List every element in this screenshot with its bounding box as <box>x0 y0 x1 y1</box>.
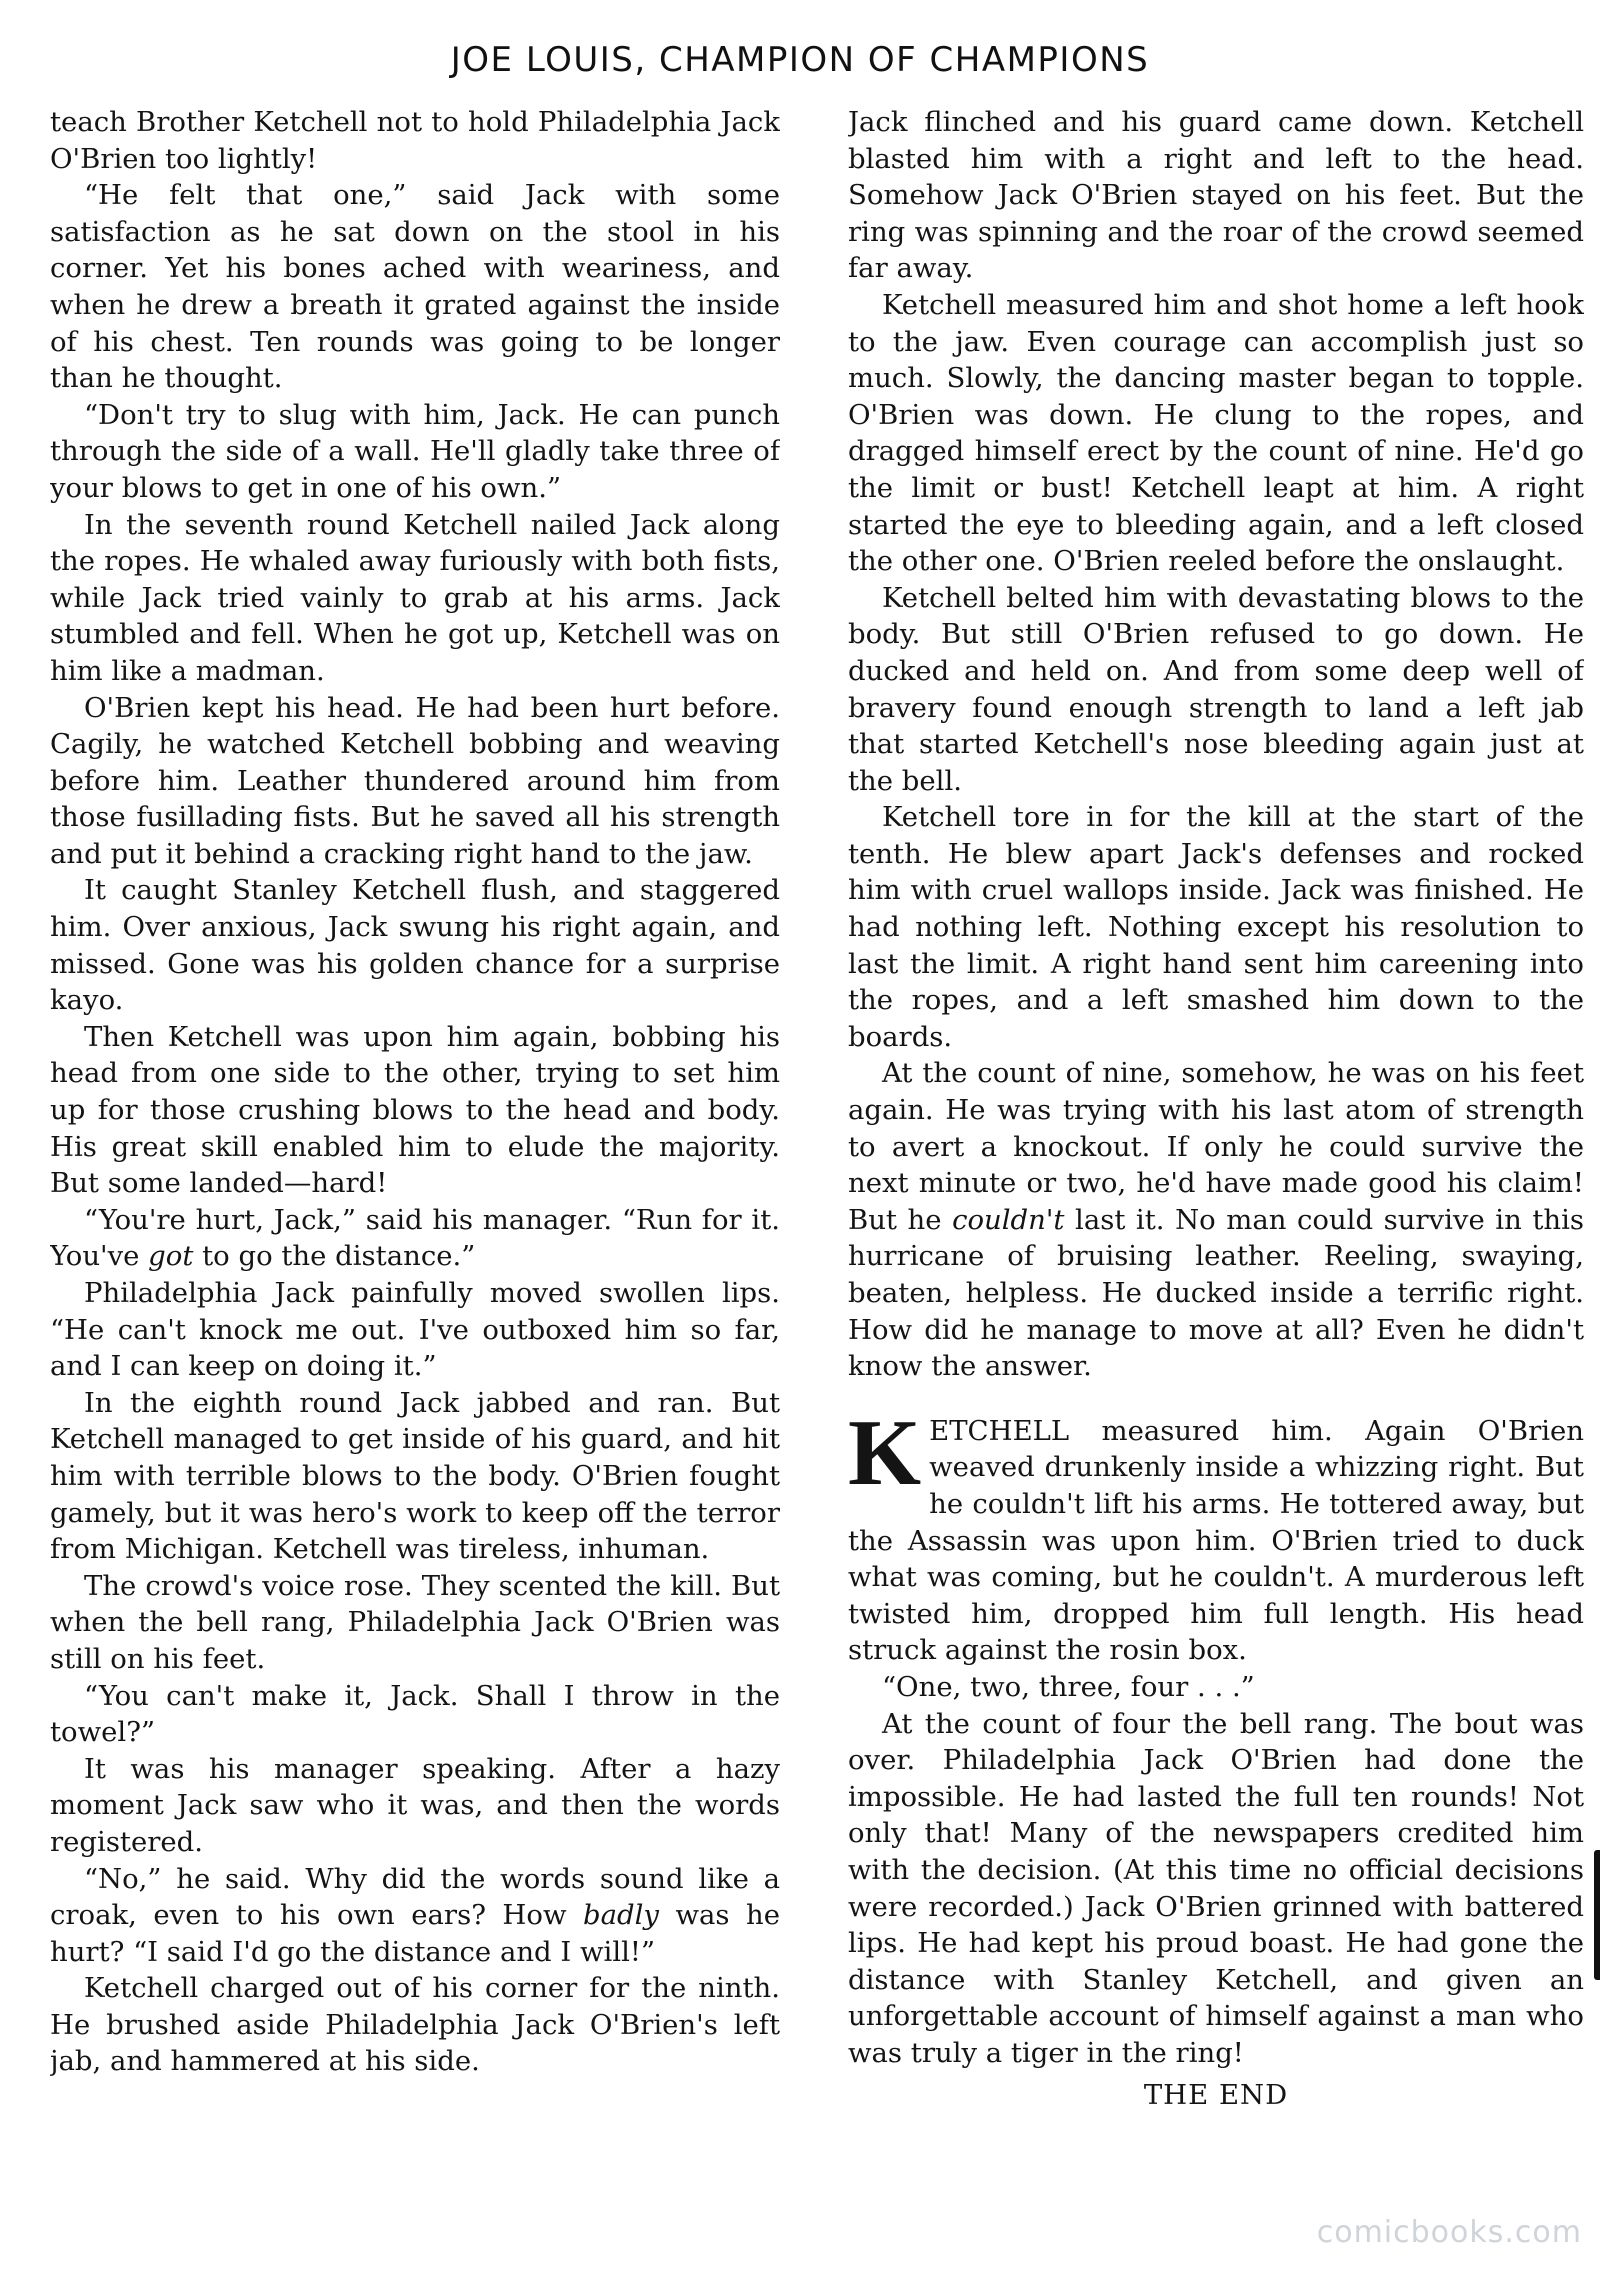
text-run: ETCHELL measured him. Again O'Brien weaved drunkenly inside a whizzing right. But he couldn't lift his arms. He tottered away, but the Assassin was upon him. O'Brien tried to duck what was coming, but he couldn't. A murderous left twisted him, dropped him full length. His head struck against the rosin box. <box>848 1414 1584 1667</box>
text-run: At the count of nine, somehow, he was on his feet again. He was trying with his last atom of strength to avert a knockout. If only he could survive the next minute or two, he'd have made good his claim! But he <box>848 1057 1584 1236</box>
paragraph: O'Brien kept his head. He had been hurt before. Cagily, he watched Ketchell bobbing and weaving before him. Leather thundered around him from those fusillading fists. But he saved all his strength and put it behind a cracking right hand to the jaw. <box>50 691 780 870</box>
paragraph: Ketchell charged out of his corner for the ninth. He brushed aside Philadelphia Jack O'Brien's left jab, and hammered at his side. <box>50 1972 780 2078</box>
paragraph: “One, two, three, four . . .” <box>882 1670 1255 1703</box>
paragraph: At the count of four the bell rang. The bout was over. Philadelphia Jack O'Brien had done the impossible. He had lasted the full ten rounds! Not only that! Many of the newspapers credited him with the decision. (At this time no official decisions were recorded.) Jack O'Brien grinned with battered lips. He had kept his proud boast. He had gone the distance with Stanley Ketchell, and given an unforgettable account of himself against a man who was truly a tiger in the ring! <box>848 1707 1584 2069</box>
the-end-label: THE END <box>1143 2079 1289 2112</box>
paragraph: “You can't make it, Jack. Shall I throw in the towel?” <box>50 1679 780 1749</box>
page-edge-mark <box>1594 1850 1600 1980</box>
paragraph: Philadelphia Jack painfully moved swollen lips. “He can't knock me out. I've outboxed him so far, and I can keep on doing it.” <box>50 1277 780 1383</box>
paragraph: In the seventh round Ketchell nailed Jack along the ropes. He whaled away furiously with both fists, while Jack tried vainly to grab at his arms. Jack stumbled and fell. When he got up, Ketchell was on him like a madman. <box>50 508 780 687</box>
paragraph: It caught Stanley Ketchell flush, and staggered him. Over anxious, Jack swung his right again, and missed. Gone was his golden chance for a surprise kayo. <box>50 874 780 1017</box>
paragraph: Ketchell belted him with devastating blows to the body. But still O'Brien refused to go down. He ducked and held on. And from some deep well of bravery found enough strength to land a left jab that started Ketchell's nose bleeding again just at the bell. <box>848 581 1584 797</box>
text-run: to go the distance.” <box>193 1240 476 1273</box>
page-header-title: JOE LOUIS, CHAMPION OF CHAMPIONS <box>450 40 1150 80</box>
text-run: last it. No man could survive in this hurricane of bruising leather. Reeling, swaying, beaten, helpless. He ducked inside a terrific right. How did he manage to move at all? Even he didn't know the answer. <box>848 1203 1584 1383</box>
emphasis-text: got <box>148 1240 194 1273</box>
paragraph <box>50 1861 780 1971</box>
text-run: was he hurt? “I said I'd go the distance and I will!” <box>50 1899 780 1968</box>
paragraph: teach Brother Ketchell not to hold Philadelphia Jack O'Brien too lightly! <box>50 106 780 175</box>
left-text-column <box>50 104 780 2254</box>
text-run: “No,” he said. Why did the words sound like a croak, even to his own ears? How <box>50 1862 780 1932</box>
right-text-column <box>848 104 1584 2154</box>
emphasis-text: badly <box>583 1899 659 1932</box>
paragraph: The crowd's voice rose. They scented the kill. But when the bell rang, Philadelphia Jack O'Brien was still on his feet. <box>50 1569 780 1675</box>
paragraph: Jack flinched and his guard came down. Ketchell blasted him with a right and left to the head. Somehow Jack O'Brien stayed on his feet. But the ring was spinning and the roar of the crowd seemed far away. <box>848 106 1584 285</box>
paragraph <box>848 1055 1584 1384</box>
paragraph: “He felt that one,” said Jack with some satisfaction as he sat down on the stool in his corner. Yet his bones ached with weariness, and when he drew a breath it grated against the inside of his chest. Ten rounds was going to be longer than he thought. <box>50 179 780 395</box>
text-run: “You're hurt, Jack,” said his manager. “Run for it. You've <box>50 1203 780 1273</box>
section-opening-paragraph <box>848 1400 1584 1669</box>
paragraph: It was his manager speaking. After a hazy moment Jack saw who it was, and then the words registered. <box>50 1752 780 1858</box>
paragraph: Ketchell tore in for the kill at the start of the tenth. He blew apart Jack's defenses and rocked him with cruel wallops inside. Jack was finished. He had nothing left. Nothing except his resolution to last the limit. A right hand sent him careening into the ropes, and a left smashed him down to the boards. <box>848 801 1584 1053</box>
emphasis-text: couldn't <box>952 1203 1065 1236</box>
drop-cap-letter: K <box>848 1400 922 1505</box>
paragraph: Ketchell measured him and shot home a left hook to the jaw. Even courage can accomplish just so much. Slowly, the dancing master began to topple. O'Brien was down. He clung to the ropes, and dragged himself erect by the count of nine. He'd go the limit or bust! Ketchell leapt at him. A right started the eye to bleeding again, and a left closed the other one. O'Brien reeled before the onslaught. <box>848 288 1584 578</box>
watermark-text: comicbooks.com <box>1316 2215 1582 2250</box>
paragraph: In the eighth round Jack jabbed and ran. But Ketchell managed to get inside of his guard, and hit him with terrible blows to the body. O'Brien fought gamely, but it was hero's work to keep off the terror from Michigan. Ketchell was tireless, inhuman. <box>50 1386 780 1566</box>
paragraph: Then Ketchell was upon him again, bobbing his head from one side to the other, trying to set him up for those crushing blows to the head and body. His great skill enabled him to elude the majority. But some landed—hard! <box>50 1020 780 1200</box>
paragraph: “Don't try to slug with him, Jack. He can punch through the side of a wall. He'll gladly take three of your blows to get in one of his own.” <box>50 398 780 504</box>
paragraph <box>50 1202 780 1275</box>
